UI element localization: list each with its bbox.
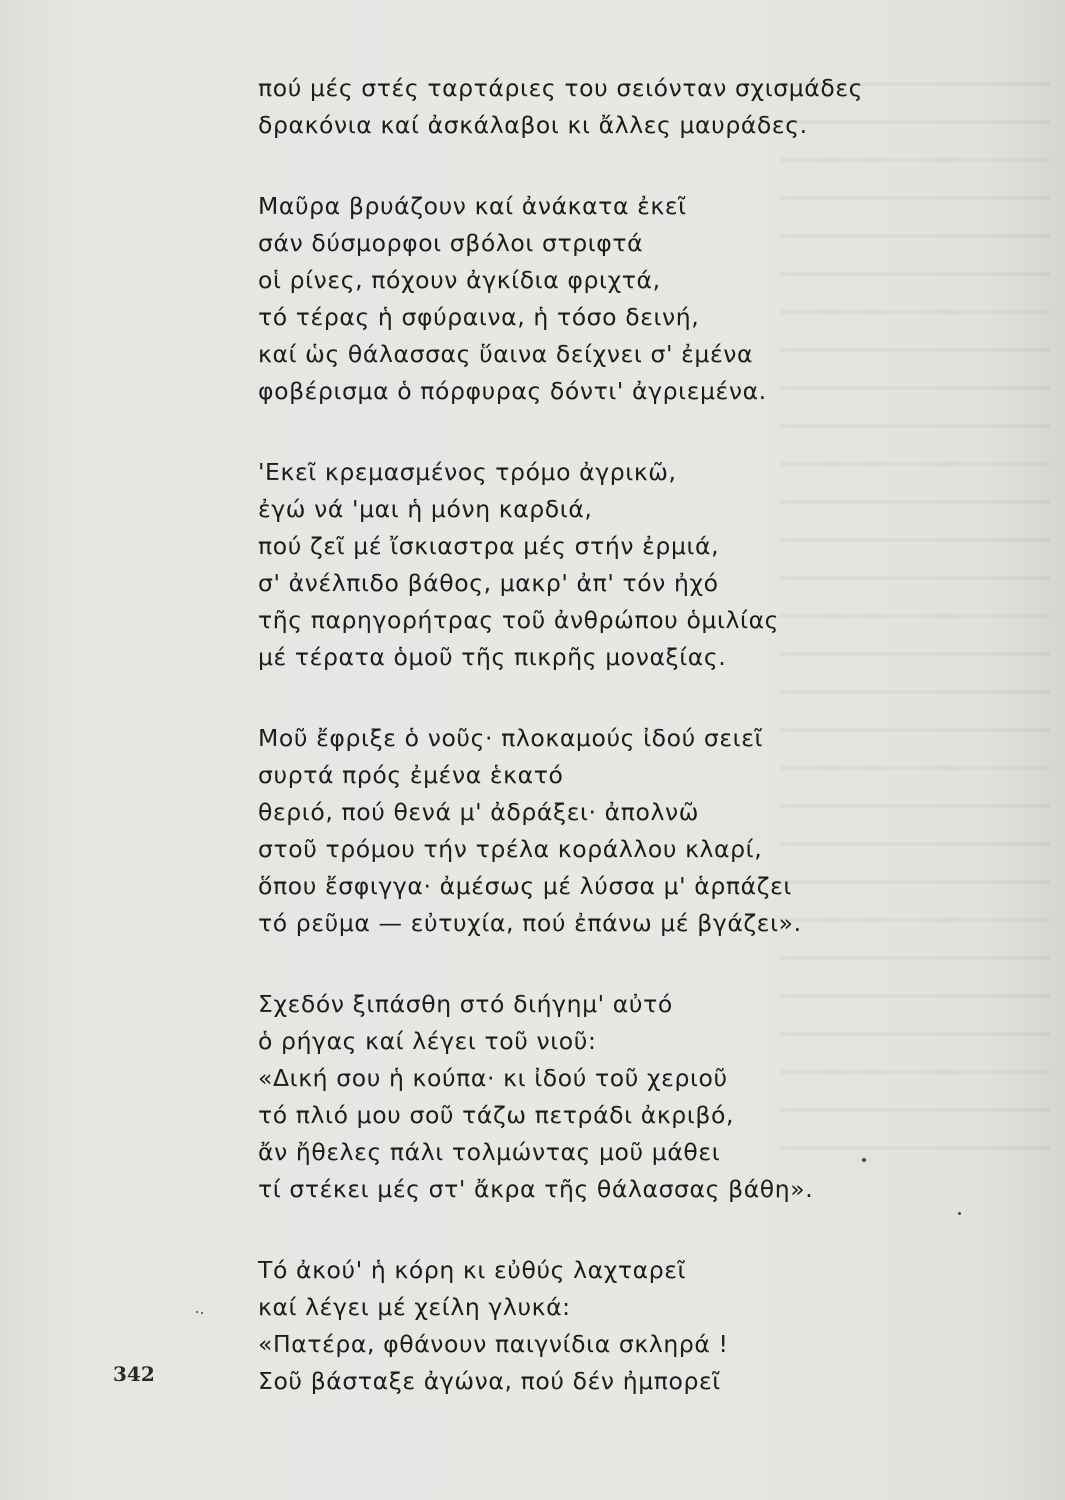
- verse-line: «Δική σου ἡ κούπα· κι ἰδού τοῦ χεριοῦ: [258, 1064, 728, 1092]
- verse-line: πού μές στές ταρτάριες του σειόνταν σχισμάδες: [258, 74, 864, 102]
- verse-line: τί στέκει μές στ' ἄκρα τῆς θάλασσας βάθη».: [258, 1175, 814, 1203]
- verse-line: τό πλιό μου σοῦ τάζω πετράδι ἀκριβό,: [258, 1101, 735, 1129]
- verse-line: σάν δύσμορφοι σβόλοι στριφτά: [258, 229, 644, 257]
- verse-line: δρακόνια καί ἀσκάλαβοι κι ἄλλες μαυράδες.: [258, 111, 808, 139]
- verse-line: τό τέρας ἡ σφύραινα, ἡ τόσο δεινή,: [258, 303, 700, 331]
- verse-line: Μαῦρα βρυάζουν καί ἀνάκατα ἐκεῖ: [258, 192, 687, 220]
- stanza: [258, 70, 898, 144]
- verse-line: στοῦ τρόμου τήν τρέλα κοράλλου κλαρί,: [258, 835, 763, 863]
- verse-line: 'Εκεῖ κρεμασμένος τρόμο ἀγρικῶ,: [258, 458, 677, 486]
- verse-line: τῆς παρηγορήτρας τοῦ ἀνθρώπου ὁμιλίας: [258, 606, 780, 634]
- verse-line: φοβέρισμα ὁ πόρφυρας δόντι' ἀγριεμένα.: [258, 377, 767, 405]
- verse-line: μέ τέρατα ὁμοῦ τῆς πικρῆς μοναξίας.: [258, 643, 727, 671]
- verse-line: ὅπου ἔσφιγγα· ἀμέσως μέ λύσσα μ' ἁρπάζει: [258, 872, 792, 900]
- verse-line: ἐγώ νά 'μαι ἡ μόνη καρδιά,: [258, 495, 593, 523]
- verse-line: «Πατέρα, φθάνουν παιγνίδια σκληρά !: [258, 1330, 729, 1358]
- ink-speck: [958, 1212, 961, 1215]
- stanza: [258, 1252, 898, 1400]
- verse-line: Μοῦ ἔφριξε ὁ νοῦς· πλοκαμούς ἰδού σειεῖ: [258, 724, 764, 752]
- verse-line: καί λέγει μέ χείλη γλυκά:: [258, 1293, 571, 1321]
- verse-line: Σοῦ βάσταξε ἀγώνα, πού δέν ἠμπορεῖ: [258, 1367, 721, 1395]
- verse-line: ὁ ρήγας καί λέγει τοῦ νιοῦ:: [258, 1027, 597, 1055]
- verse-line: Σχεδόν ξιπάσθη στό διήγημ' αὐτό: [258, 990, 673, 1018]
- verse-line: οἱ ρίνες, πόχουν ἀγκίδια φριχτά,: [258, 266, 661, 294]
- verse-line: συρτά πρός ἐμένα ἑκατό: [258, 761, 564, 789]
- ink-speck: [862, 1158, 866, 1162]
- verse-line: καί ὡς θάλασσας ὕαινα δείχνει σ' ἐμένα: [258, 340, 754, 368]
- stanza: [258, 720, 898, 942]
- poem-body: [258, 70, 898, 1444]
- verse-line: θεριό, πού θενά μ' ἀδράξει· ἀπολνῶ: [258, 798, 700, 826]
- stanza: [258, 188, 898, 410]
- verse-line: ἄν ἤθελες πάλι τολμώντας μοῦ μάθει: [258, 1138, 721, 1166]
- ink-speck: [201, 1312, 203, 1314]
- verse-line: σ' ἀνέλπιδο βάθος, μακρ' ἀπ' τόν ἠχό: [258, 569, 719, 597]
- ink-speck: [196, 1311, 198, 1313]
- verse-line: πού ζεῖ μέ ἴσκιαστρα μές στήν ἐρμιά,: [258, 532, 720, 560]
- stanza: [258, 986, 898, 1208]
- verse-line: Τό ἀκού' ἡ κόρη κι εὐθύς λαχταρεῖ: [258, 1256, 687, 1284]
- verse-line: τό ρεῦμα — εὐτυχία, πού ἐπάνω μέ βγάζει».: [258, 909, 802, 937]
- page-number: 342: [113, 1362, 155, 1386]
- stanza: [258, 454, 898, 676]
